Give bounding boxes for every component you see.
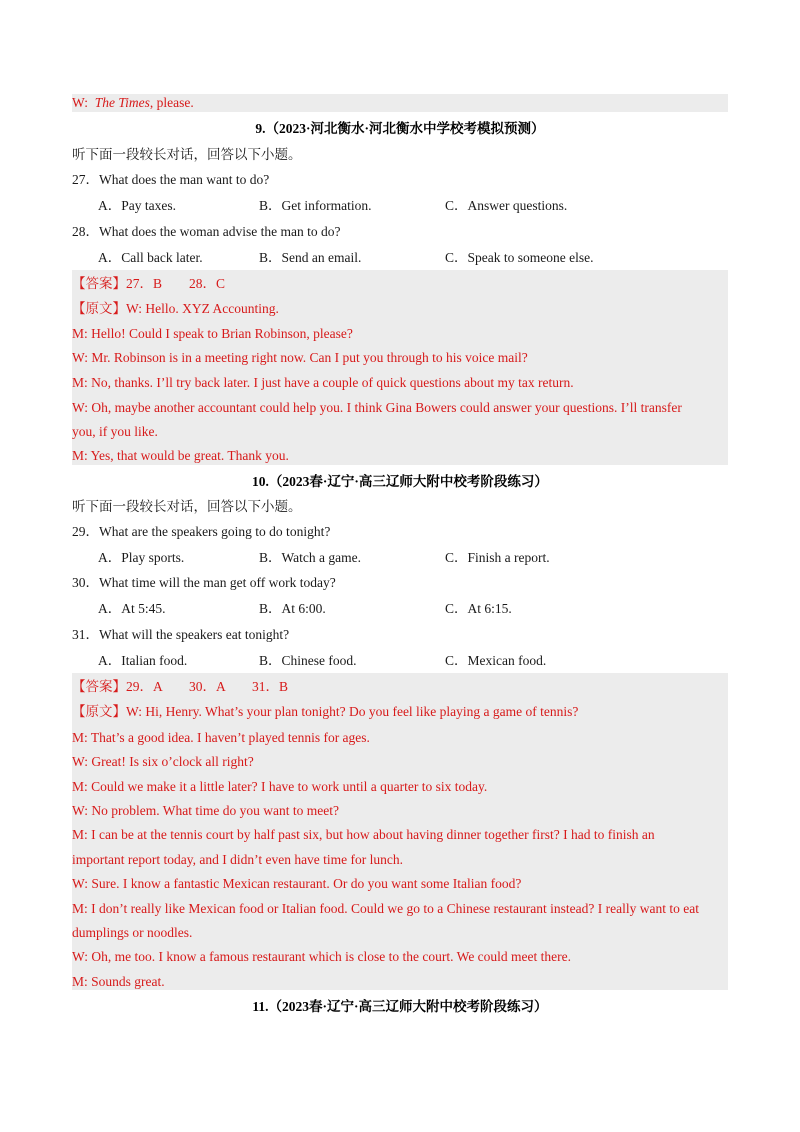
option-a: A．Play sports. xyxy=(98,550,185,565)
answer-line: 【答案】29．A 30．A 31．B xyxy=(72,679,289,694)
question-30: 30．What time will the man get off work today? xyxy=(72,575,336,590)
option-a: A．Italian food. xyxy=(98,653,188,668)
transcript-line: M: I can be at the tennis court by half past six, but how about having dinner together first? I had to finish an xyxy=(72,827,655,842)
transcript-line: important report today, and I didn’t even have time for lunch. xyxy=(72,852,404,867)
option-c: C．Answer questions. xyxy=(445,198,568,213)
section-11-title: 11.（2023春·辽宁·高三辽师大附中校考阶段练习） xyxy=(252,999,548,1014)
transcript-line: M: No, thanks. I’ll try back later. I just have a couple of quick questions about my tax return. xyxy=(72,375,574,390)
transcript-line: M: That’s a good idea. I haven’t played tennis for ages. xyxy=(72,730,370,745)
previous-answer-line: W: The Times, please. xyxy=(72,95,194,110)
option-b: B．At 6:00. xyxy=(259,601,326,616)
question-29: 29．What are the speakers going to do tonight? xyxy=(72,524,331,539)
answer-line: 【答案】27．B 28．C xyxy=(72,276,226,291)
question-31: 31．What will the speakers eat tonight? xyxy=(72,627,290,642)
transcript-line: W: No problem. What time do you want to meet? xyxy=(72,803,339,818)
section-9-title: 9.（2023·河北衡水·河北衡水中学校考模拟预测） xyxy=(255,121,545,136)
section-9-intro: 听下面一段较长对话，回答以下小题。 xyxy=(72,147,302,162)
transcript-line: M: Could we make it a little later? I have to work until a quarter to six today. xyxy=(72,779,488,794)
transcript-line: 【原文】W: Hi, Henry. What’s your plan tonight? Do you feel like playing a game of tennis? xyxy=(72,704,579,719)
transcript-line: W: Mr. Robinson is in a meeting right now. Can I put you through to his voice mail? xyxy=(72,350,528,365)
transcript-line: 【原文】W: Hello. XYZ Accounting. xyxy=(72,301,279,316)
option-a: A．Pay taxes. xyxy=(98,198,176,213)
transcript-line: M: Yes, that would be great. Thank you. xyxy=(72,448,289,463)
transcript-line: W: Oh, me too. I know a famous restaurant which is close to the court. We could meet there. xyxy=(72,949,572,964)
transcript-line: M: I don’t really like Mexican food or Italian food. Could we go to a Chinese restaurant instead? I really want to eat xyxy=(72,901,699,916)
transcript-line: W: Oh, maybe another accountant could help you. I think Gina Bowers could answer your questions. I’ll transfer xyxy=(72,400,682,415)
question-28: 28．What does the woman advise the man to do? xyxy=(72,224,341,239)
option-c: C．Speak to someone else. xyxy=(445,250,594,265)
option-a: A．Call back later. xyxy=(98,250,203,265)
transcript-line: W: Sure. I know a fantastic Mexican restaurant. Or do you want some Italian food? xyxy=(72,876,522,891)
option-b: B．Watch a game. xyxy=(259,550,362,565)
option-c: C．Finish a report. xyxy=(445,550,550,565)
option-b: B．Chinese food. xyxy=(259,653,357,668)
section-10-intro: 听下面一段较长对话，回答以下小题。 xyxy=(72,499,302,514)
option-a: A．At 5:45. xyxy=(98,601,166,616)
option-b: B．Send an email. xyxy=(259,250,362,265)
option-b: B．Get information. xyxy=(259,198,372,213)
transcript-line: M: Hello! Could I speak to Brian Robinson, please? xyxy=(72,326,353,341)
option-c: C．Mexican food. xyxy=(445,653,547,668)
transcript-line: you, if you like. xyxy=(72,424,158,439)
question-27: 27．What does the man want to do? xyxy=(72,172,270,187)
section-10-title: 10.（2023春·辽宁·高三辽师大附中校考阶段练习） xyxy=(252,474,548,489)
transcript-line: dumplings or noodles. xyxy=(72,925,193,940)
option-c: C．At 6:15. xyxy=(445,601,512,616)
transcript-line: M: Sounds great. xyxy=(72,974,165,989)
transcript-line: W: Great! Is six o’clock all right? xyxy=(72,754,254,769)
